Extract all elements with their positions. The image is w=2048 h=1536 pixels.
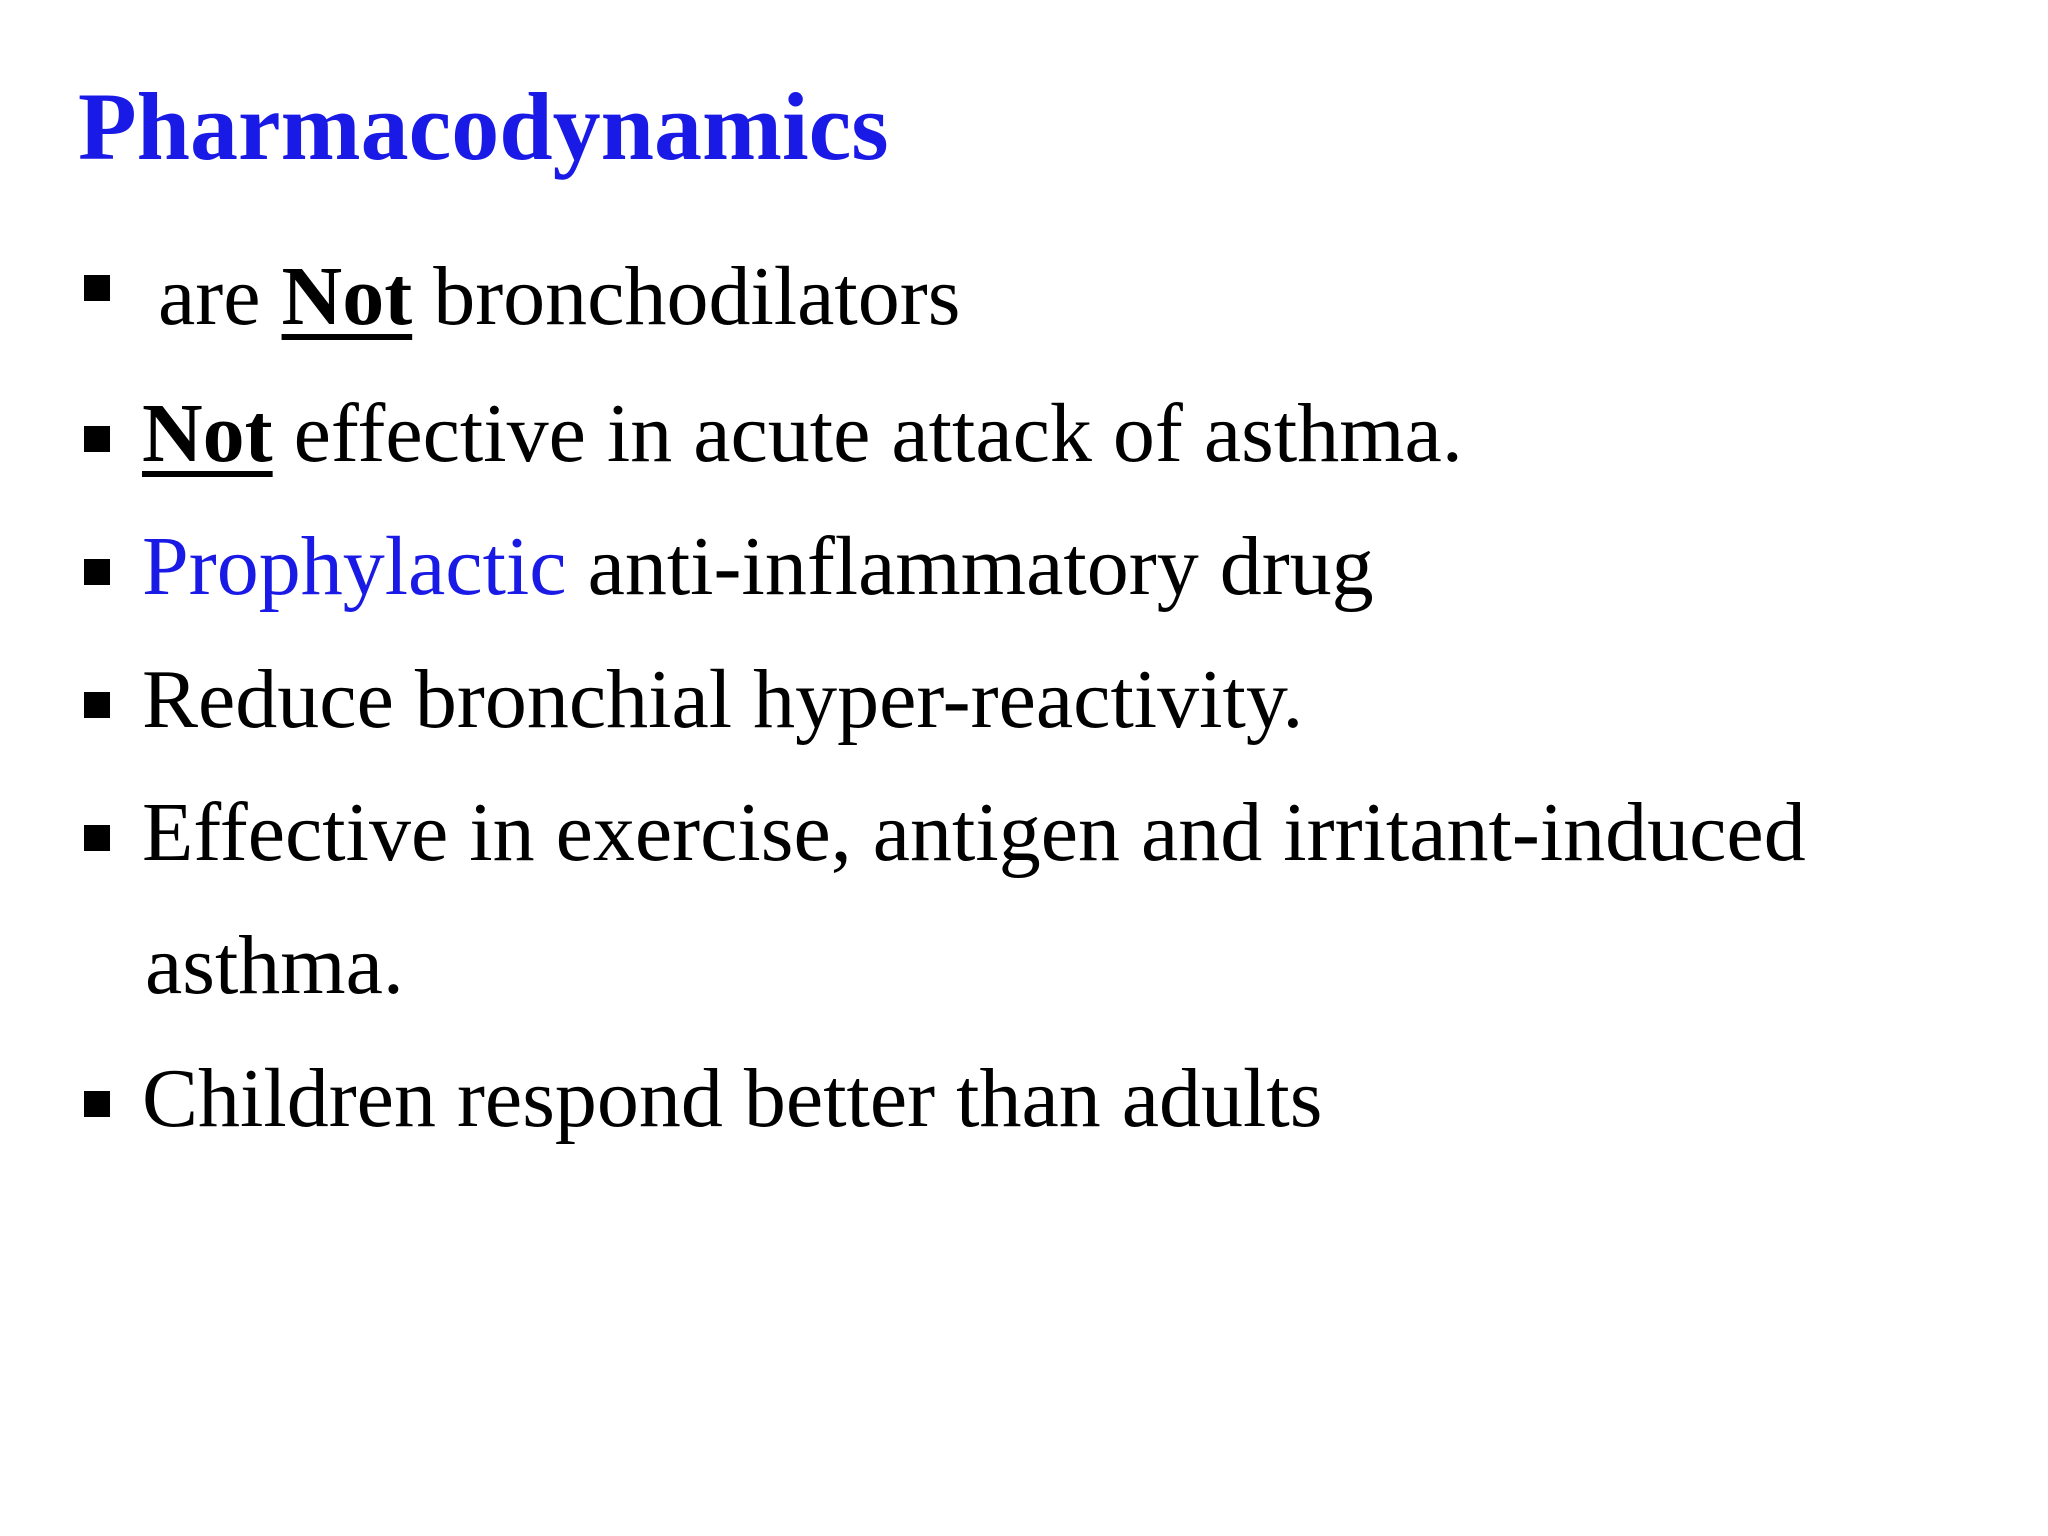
emphasis-not: Not xyxy=(142,387,273,480)
highlight-prophylactic: Prophylactic xyxy=(142,520,567,613)
square-bullet-icon xyxy=(84,692,110,718)
bullet-continuation-text: asthma. xyxy=(145,919,404,1012)
bullet-text xyxy=(142,387,1463,480)
bullet-text xyxy=(142,520,1374,613)
bullet-text: Effective in exercise, antigen and irritant-induced xyxy=(142,786,1806,879)
square-bullet-icon xyxy=(84,426,110,452)
bullet-text-post: anti-inflammatory drug xyxy=(566,520,1374,613)
bullet-text: Reduce bronchial hyper-reactivity. xyxy=(142,653,1304,746)
bullet-text-pre: are xyxy=(158,250,282,343)
square-bullet-icon xyxy=(84,825,110,851)
bullet-text-post: bronchodilators xyxy=(412,250,961,343)
emphasis-not: Not xyxy=(281,250,413,343)
slide-title: Pharmacodynamics xyxy=(78,73,889,180)
square-bullet-icon xyxy=(84,1091,110,1117)
square-bullet-icon xyxy=(84,559,110,585)
bullet-text-post: effective in acute attack of asthma. xyxy=(272,387,1463,480)
bullet-text: Children respond better than adults xyxy=(142,1052,1323,1145)
square-bullet-icon xyxy=(84,275,110,301)
bullet-text xyxy=(158,250,961,343)
